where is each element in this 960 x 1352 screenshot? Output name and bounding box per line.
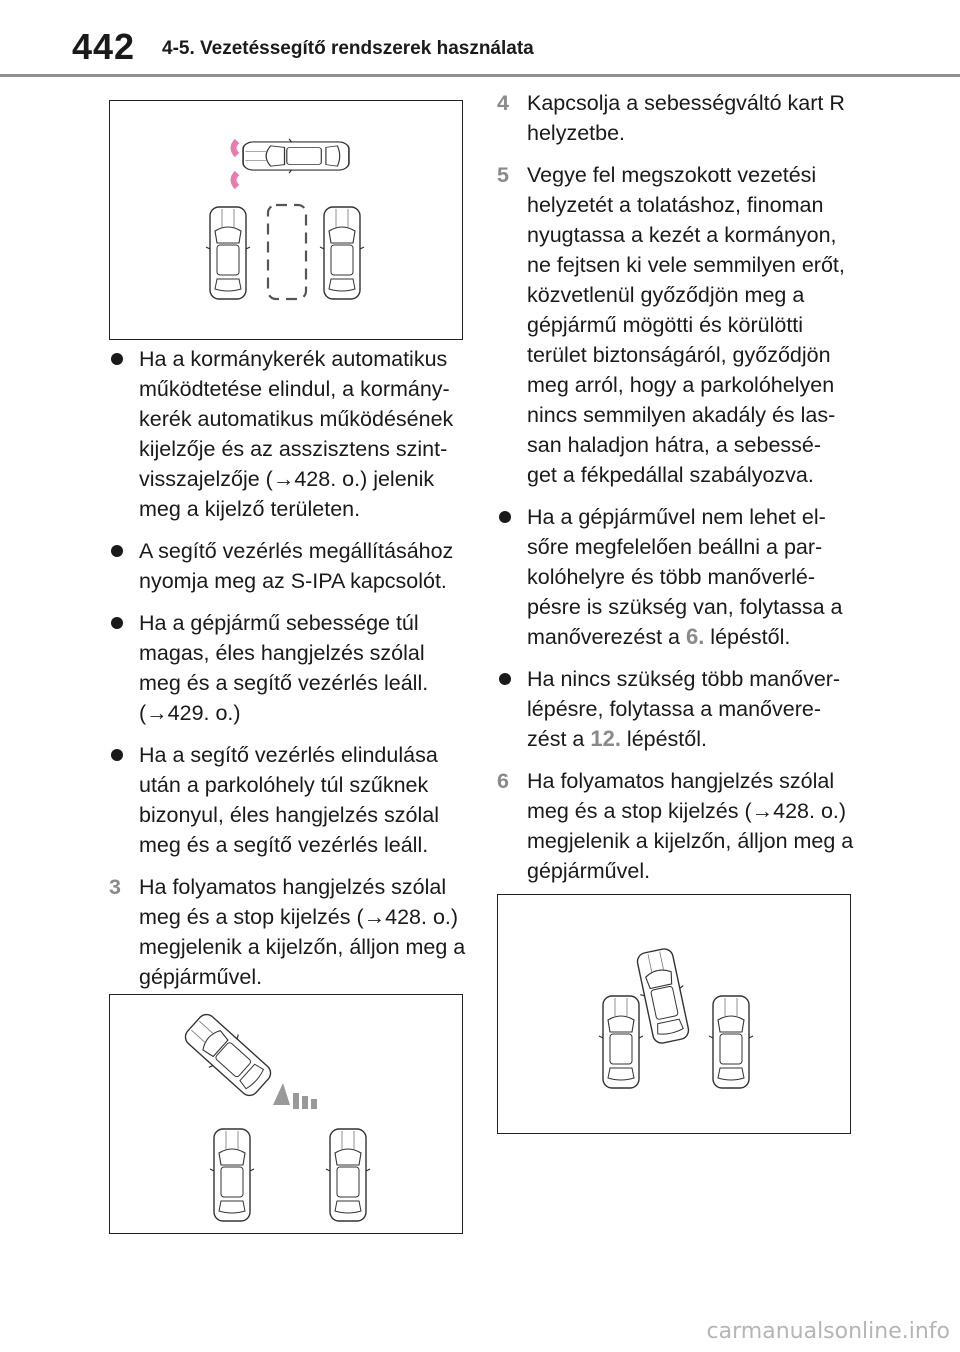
step-reference: 6.	[685, 624, 705, 649]
bullet-text-tail: lépéstől.	[620, 727, 707, 751]
step-text: Kapcsolja a sebességváltó kart R helyzetbe.	[527, 91, 845, 145]
bullet-text: Ha a kormánykerék automatikus működtetése elindul, a kormány- kerék automatikus működésének kijelzője és az asszisztens szint- visszajelzője (→428. o.) jelenik meg a kijelző területen.	[139, 347, 454, 521]
page-header	[0, 0, 960, 78]
list-item	[497, 664, 855, 754]
bullet-icon	[111, 749, 123, 761]
right-column	[497, 88, 855, 898]
parking-space-illustration	[110, 101, 462, 339]
step-3	[109, 872, 469, 992]
header-divider	[0, 74, 960, 77]
list-item	[497, 502, 855, 652]
bullet-text: A segítő vezérlés megállításához nyomja meg az S-IPA kapcsolót.	[139, 539, 454, 593]
step-text: Ha folyamatos hangjelzés szólal meg és a stop kijelzés (→428. o.) megjelenik a kijelzőn, álljon meg a gépjárművel.	[139, 875, 466, 989]
list-item	[109, 344, 469, 524]
step-5	[497, 160, 855, 490]
figure-reverse-turn-in	[109, 994, 463, 1234]
section-title: 4-5. Vezetéssegítő rendszerek használata	[162, 38, 534, 59]
page-number: 442	[72, 26, 136, 67]
list-item	[109, 740, 469, 860]
step-text: Vegye fel megszokott vezetési helyzetét a tolatáshoz, finoman nyugtassa a kezét a kormányon, ne fejtsen ki vele semmilyen erőt, közvetlenül győződjön meg a gépjármű mögötti és körülötti terület biztonságáról, győződjön meg arról, hogy a parkolóhelyen nincs semmilyen akadály és las- san haladjon hátra, a sebessé- get a fékpedállal szabályozva.	[527, 163, 845, 487]
list-item	[109, 608, 469, 728]
step-reference: 12.	[590, 726, 621, 751]
bullet-text: Ha a gépjármű sebessége túl magas, éles hangjelzés szólal meg és a segítő vezérlés leáll. (→429. o.)	[139, 611, 429, 725]
figure-parking-space-detection	[109, 100, 463, 340]
left-column	[109, 344, 469, 1004]
bullet-text-tail: lépéstől.	[704, 625, 791, 649]
bullet-icon	[499, 673, 511, 685]
step-6	[497, 766, 855, 886]
step-number: 6	[497, 769, 509, 793]
reverse-turn-illustration	[110, 995, 462, 1233]
step-4	[497, 88, 855, 148]
bullet-icon	[111, 353, 123, 365]
bullet-text: Ha a segítő vezérlés elindulása után a parkolóhely túl szűknek bizonyul, éles hangjelzés szólal meg és a segítő vezérlés leáll.	[139, 743, 439, 857]
bullet-text: Ha a gépjárművel nem lehet el- sőre megfelelően beállni a par- kolóhelyre és több manőverlé- pésre is szükség van, folytassa a manőverezést a	[527, 505, 843, 649]
bullet-text: Ha nincs szükség több manőver- lépésre, folytassa a manővere- zést a	[527, 667, 841, 751]
car-in-space-illustration	[498, 895, 850, 1133]
step-text: Ha folyamatos hangjelzés szólal meg és a stop kijelzés (→428. o.) megjelenik a kijelzőn, álljon meg a gépjárművel.	[527, 769, 854, 883]
bullet-icon	[111, 545, 123, 557]
list-item	[109, 536, 469, 596]
bullet-icon	[111, 617, 123, 629]
step-number: 3	[109, 875, 121, 899]
step-number: 5	[497, 163, 509, 187]
step-number: 4	[497, 91, 509, 115]
watermark: carmanualsonline.info	[706, 1319, 950, 1344]
bullet-icon	[499, 511, 511, 523]
figure-car-in-space	[497, 894, 851, 1134]
